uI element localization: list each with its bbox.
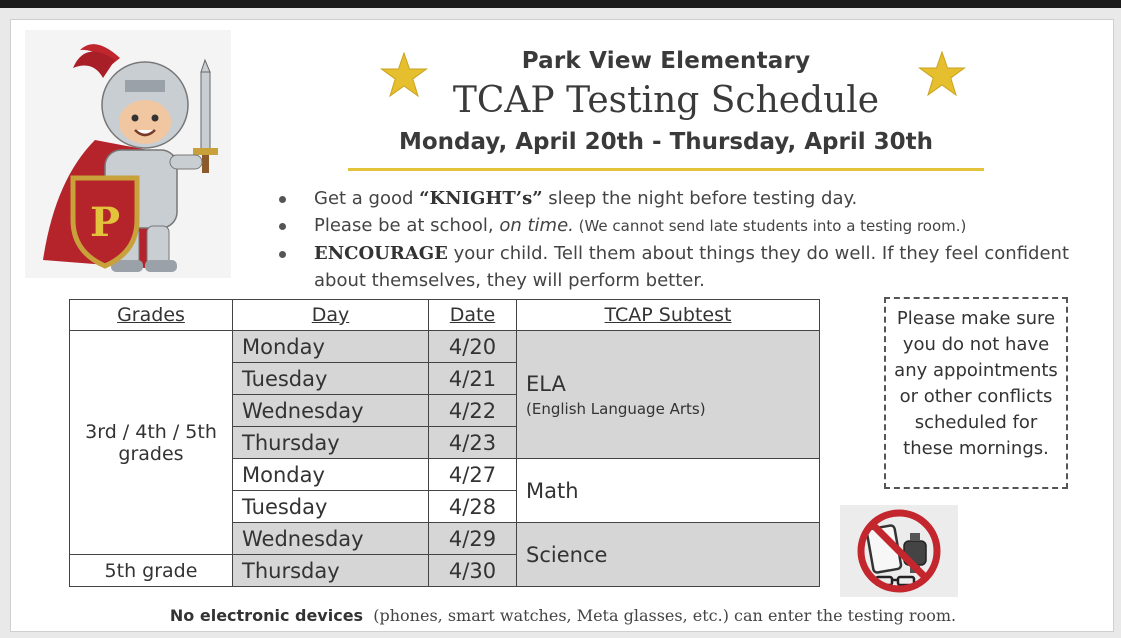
- col-header-subtest: TCAP Subtest: [517, 300, 820, 331]
- shield-letter: P: [89, 199, 121, 246]
- date-cell: 4/29: [429, 523, 517, 555]
- footer-text: (phones, smart watches, Meta glasses, etc.) can enter the testing room.: [363, 606, 957, 625]
- date-cell: 4/21: [429, 363, 517, 395]
- date-cell: 4/22: [429, 395, 517, 427]
- table-row: [70, 331, 820, 363]
- tip-emphasis: ENCOURAGE: [314, 243, 448, 264]
- day-cell: Wednesday: [233, 523, 429, 555]
- page-title: TCAP Testing Schedule: [452, 80, 880, 121]
- grade-group-cell: 3rd / 4th / 5th grades: [70, 331, 233, 555]
- schedule-table: [69, 299, 820, 587]
- tip-text: Please be at school,: [314, 215, 500, 236]
- col-header-grades: Grades: [70, 300, 233, 331]
- knight-mascot-illustration: [25, 30, 231, 278]
- table-header-row: [70, 300, 820, 331]
- tip-text: your child. Tell them about things they do well. If they feel confident about themselves, they will perform better.: [314, 243, 1070, 291]
- col-header-day: Day: [233, 300, 429, 331]
- day-cell: Tuesday: [233, 363, 429, 395]
- appointments-notice: Please make sure you do not have any appointments or other conflicts scheduled for these mornings.: [884, 297, 1068, 489]
- bullet-icon: [279, 223, 286, 230]
- gold-divider: [348, 168, 984, 171]
- school-name: Park View Elementary: [521, 48, 811, 74]
- tip-sleep: [269, 185, 1089, 212]
- subtest-ela-note: (English Language Arts): [526, 399, 706, 418]
- date-cell: 4/30: [429, 555, 517, 587]
- subtest-math-cell: Math: [517, 459, 820, 523]
- tip-emphasis: on time.: [499, 215, 574, 236]
- subtest-ela: ELA: [526, 371, 566, 396]
- day-cell: Monday: [233, 331, 429, 363]
- tips-list: [269, 185, 1089, 294]
- testing-dates: Monday, April 20th - Thursday, April 30th: [398, 129, 934, 155]
- date-cell: 4/27: [429, 459, 517, 491]
- subtest-ela-cell: [517, 331, 820, 459]
- date-cell: 4/28: [429, 491, 517, 523]
- tip-text: sleep the night before testing day.: [542, 188, 858, 209]
- day-cell: Thursday: [233, 427, 429, 459]
- tip-text: Get a good: [314, 188, 420, 209]
- flyer-card: [10, 19, 1114, 632]
- bullet-icon: [279, 251, 286, 258]
- col-header-date: Date: [429, 300, 517, 331]
- date-cell: 4/23: [429, 427, 517, 459]
- day-cell: Wednesday: [233, 395, 429, 427]
- subtest-science-cell: Science: [517, 523, 820, 587]
- page-frame: [0, 8, 1121, 638]
- tip-encourage: [269, 240, 1089, 294]
- bullet-icon: [279, 196, 286, 203]
- day-cell: Monday: [233, 459, 429, 491]
- footer-bold: No electronic devices: [169, 606, 364, 625]
- footer-note: [11, 606, 1115, 625]
- date-cell: 4/20: [429, 331, 517, 363]
- tip-emphasis: “KNIGHT’s”: [419, 188, 543, 209]
- no-devices-icon: [840, 505, 958, 597]
- day-cell: Thursday: [233, 555, 429, 587]
- tip-note: (We cannot send late students into a testing room.): [573, 217, 967, 235]
- grade-last-cell: 5th grade: [70, 555, 233, 587]
- tip-on-time: [269, 212, 1089, 240]
- day-cell: Tuesday: [233, 491, 429, 523]
